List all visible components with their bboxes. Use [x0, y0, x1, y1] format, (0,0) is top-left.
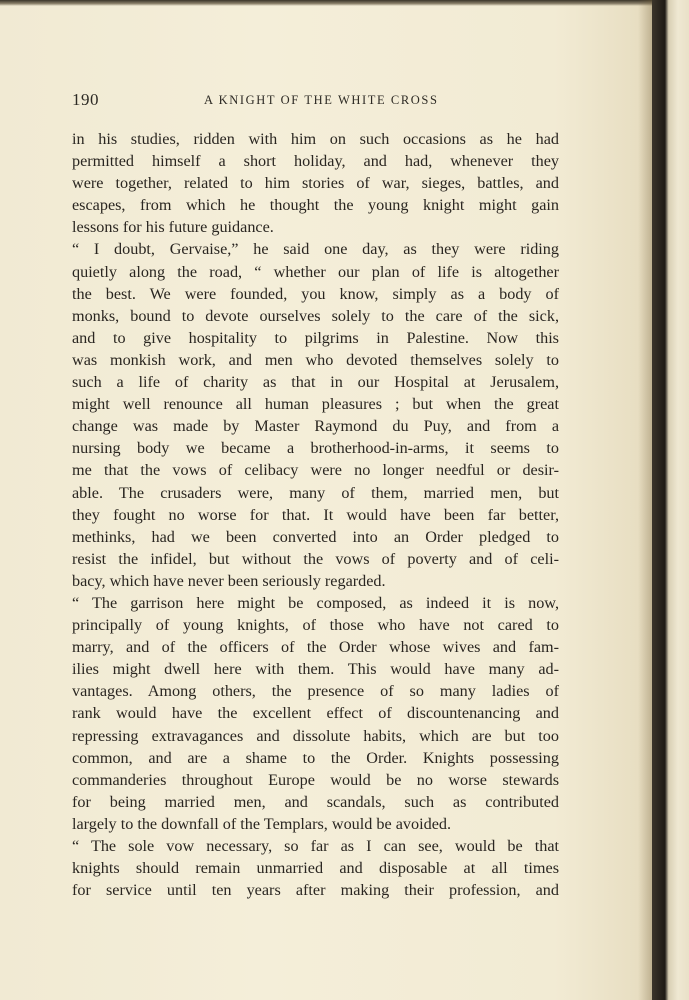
- text-line: the best. We were founded, you know, simply as a body of: [72, 284, 559, 303]
- text-line: “ The sole vow necessary, so far as I can see, would be that: [72, 837, 559, 855]
- text-line: nursing body we became a brotherhood-in-arms, it seems to: [72, 439, 559, 458]
- text-line: for being married men, and scandals, such as contributed: [72, 792, 559, 811]
- text-line: largely to the downfall of the Templars, would be avoided.: [72, 814, 452, 833]
- text-line: permitted himself a short holiday, and had, whenever they: [72, 152, 559, 171]
- text-line: resist the infidel, but without the vows of poverty and of celi-: [72, 549, 559, 568]
- text-line: me that the vows of celibacy were no longer needful or desir-: [72, 461, 559, 480]
- text-line: able. The crusaders were, many of them, married men, but: [72, 483, 559, 502]
- text-line: common, and are a shame to the Order. Knights possessing: [72, 748, 559, 767]
- adjacent-page-edge: [652, 0, 689, 1000]
- text-line: were together, related to him stories of war, sieges, battles, and: [72, 174, 559, 193]
- text-line: “ The garrison here might be composed, as indeed it is now,: [72, 593, 559, 612]
- text-line: ilies might dwell here with them. This would have many ad-: [72, 660, 559, 679]
- text-line: such a life of charity as that in our Hospital at Jerusalem,: [72, 373, 559, 392]
- text-line: knights should remain unmarried and disposable at all times: [72, 859, 559, 878]
- text-line: commanderies throughout Europe would be no worse stewards: [72, 770, 559, 789]
- body-text: [72, 128, 559, 901]
- text-line: marry, and of the officers of the Order whose wives and fam-: [72, 638, 559, 657]
- text-line: was monkish work, and men who devoted themselves solely to: [72, 350, 559, 369]
- text-line: bacy, which have never been seriously regarded.: [72, 571, 386, 590]
- running-title: A KNIGHT OF THE WHITE CROSS: [204, 93, 439, 107]
- text-line: methinks, had we been converted into an Order pledged to: [72, 527, 559, 546]
- text-line: quietly along the road, “ whether our plan of life is altogether: [72, 262, 559, 281]
- text-line: they fought no worse for that. It would have been far better,: [72, 505, 559, 524]
- text-line: change was made by Master Raymond du Puy, and from a: [72, 417, 559, 436]
- text-line: might well renounce all human pleasures ; but when the great: [72, 395, 559, 414]
- text-line: and to give hospitality to pilgrims in Palestine. Now this: [72, 328, 559, 347]
- page-number: 190: [72, 90, 99, 109]
- text-line: in his studies, ridden with him on such occasions as he had: [72, 130, 559, 148]
- text-line: for service until ten years after making their profession, and: [72, 881, 559, 900]
- text-line: principally of young knights, of those who have not cared to: [72, 616, 559, 635]
- spine-shadow: [638, 0, 652, 1000]
- text-line: repressing extravagances and dissolute habits, which are but too: [72, 726, 559, 745]
- page-top-edge: [0, 0, 652, 6]
- text-line: “ I doubt, Gervaise,” he said one day, as they were riding: [72, 240, 559, 259]
- text-line: escapes, from which he thought the young knight might gain: [72, 196, 559, 215]
- text-line: lessons for his future guidance.: [72, 218, 274, 237]
- text-line: monks, bound to devote ourselves solely to the care of the sick,: [72, 306, 559, 325]
- text-line: rank would have the excellent effect of discountenancing and: [72, 704, 559, 723]
- page-header: [72, 90, 588, 114]
- text-line: vantages. Among others, the presence of so many ladies of: [72, 682, 559, 701]
